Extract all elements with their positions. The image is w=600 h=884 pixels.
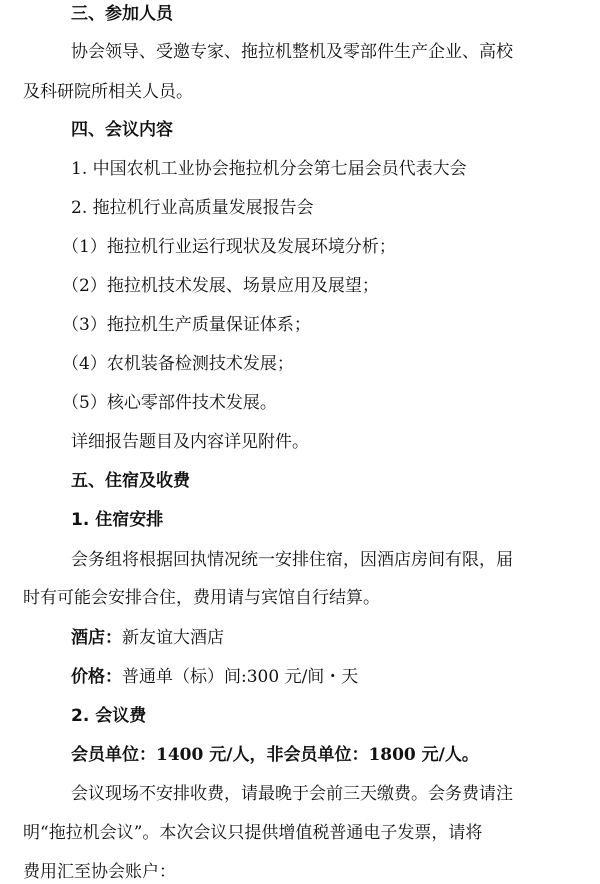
section-3-heading: 三、参加人员 <box>71 4 173 24</box>
hotel-value: 新友谊大酒店 <box>122 628 224 648</box>
section-5-paragraph-1-line-2: 时有可能会安排合住，费用请与宾馆自行结算。 <box>23 588 380 608</box>
section-4-note: 详细报告题目及内容详见附件。 <box>71 432 309 452</box>
section-4-item-1: 1. 中国农机工业协会拖拉机分会第七届会员代表大会 <box>71 159 467 179</box>
section-4-subitem-3: （3）拖拉机生产质量保证体系； <box>62 315 311 335</box>
hotel-label: 酒店： <box>71 628 122 648</box>
section-5-sub-2-heading: 2. 会议费 <box>71 706 147 726</box>
section-5-heading: 五、住宿及收费 <box>71 471 190 491</box>
section-3-paragraph-line-1: 协会领导、受邀专家、拖拉机整机及零部件生产企业、高校 <box>71 42 513 62</box>
section-3-paragraph-line-2: 及科研院所相关人员。 <box>23 82 193 102</box>
section-5-paragraph-1-line-1: 会务组将根据回执情况统一安排住宿，因酒店房间有限，届 <box>71 550 513 570</box>
section-4-subitem-5: （5）核心零部件技术发展。 <box>62 393 277 413</box>
section-4-subitem-1: （1）拖拉机行业运行现状及发展环境分析； <box>62 237 396 257</box>
section-5-sub-1-heading: 1. 住宿安排 <box>71 510 164 530</box>
price-row <box>71 665 358 689</box>
section-5-paragraph-2-line-1: 会议现场不安排收费，请最晚于会前三天缴费。会务费请注 <box>71 784 513 804</box>
fee-line: 会员单位：1400 元/人，非会员单位：1800 元/人。 <box>71 745 479 765</box>
section-5-paragraph-2-line-3: 费用汇至协会账户： <box>23 862 176 882</box>
section-4-subitem-4: （4）农机装备检测技术发展； <box>62 354 294 374</box>
section-4-item-2: 2. 拖拉机行业高质量发展报告会 <box>71 198 314 218</box>
hotel-row <box>71 626 224 650</box>
section-4-heading: 四、会议内容 <box>71 120 173 140</box>
price-label: 价格： <box>71 667 122 687</box>
section-5-paragraph-2-line-2: 明“拖拉机会议”。本次会议只提供增值税普通电子发票，请将 <box>23 823 483 843</box>
section-4-subitem-2: （2）拖拉机技术发展、场景应用及展望； <box>62 276 379 296</box>
price-value: 普通单（标）间:300 元/间・天 <box>122 667 359 687</box>
